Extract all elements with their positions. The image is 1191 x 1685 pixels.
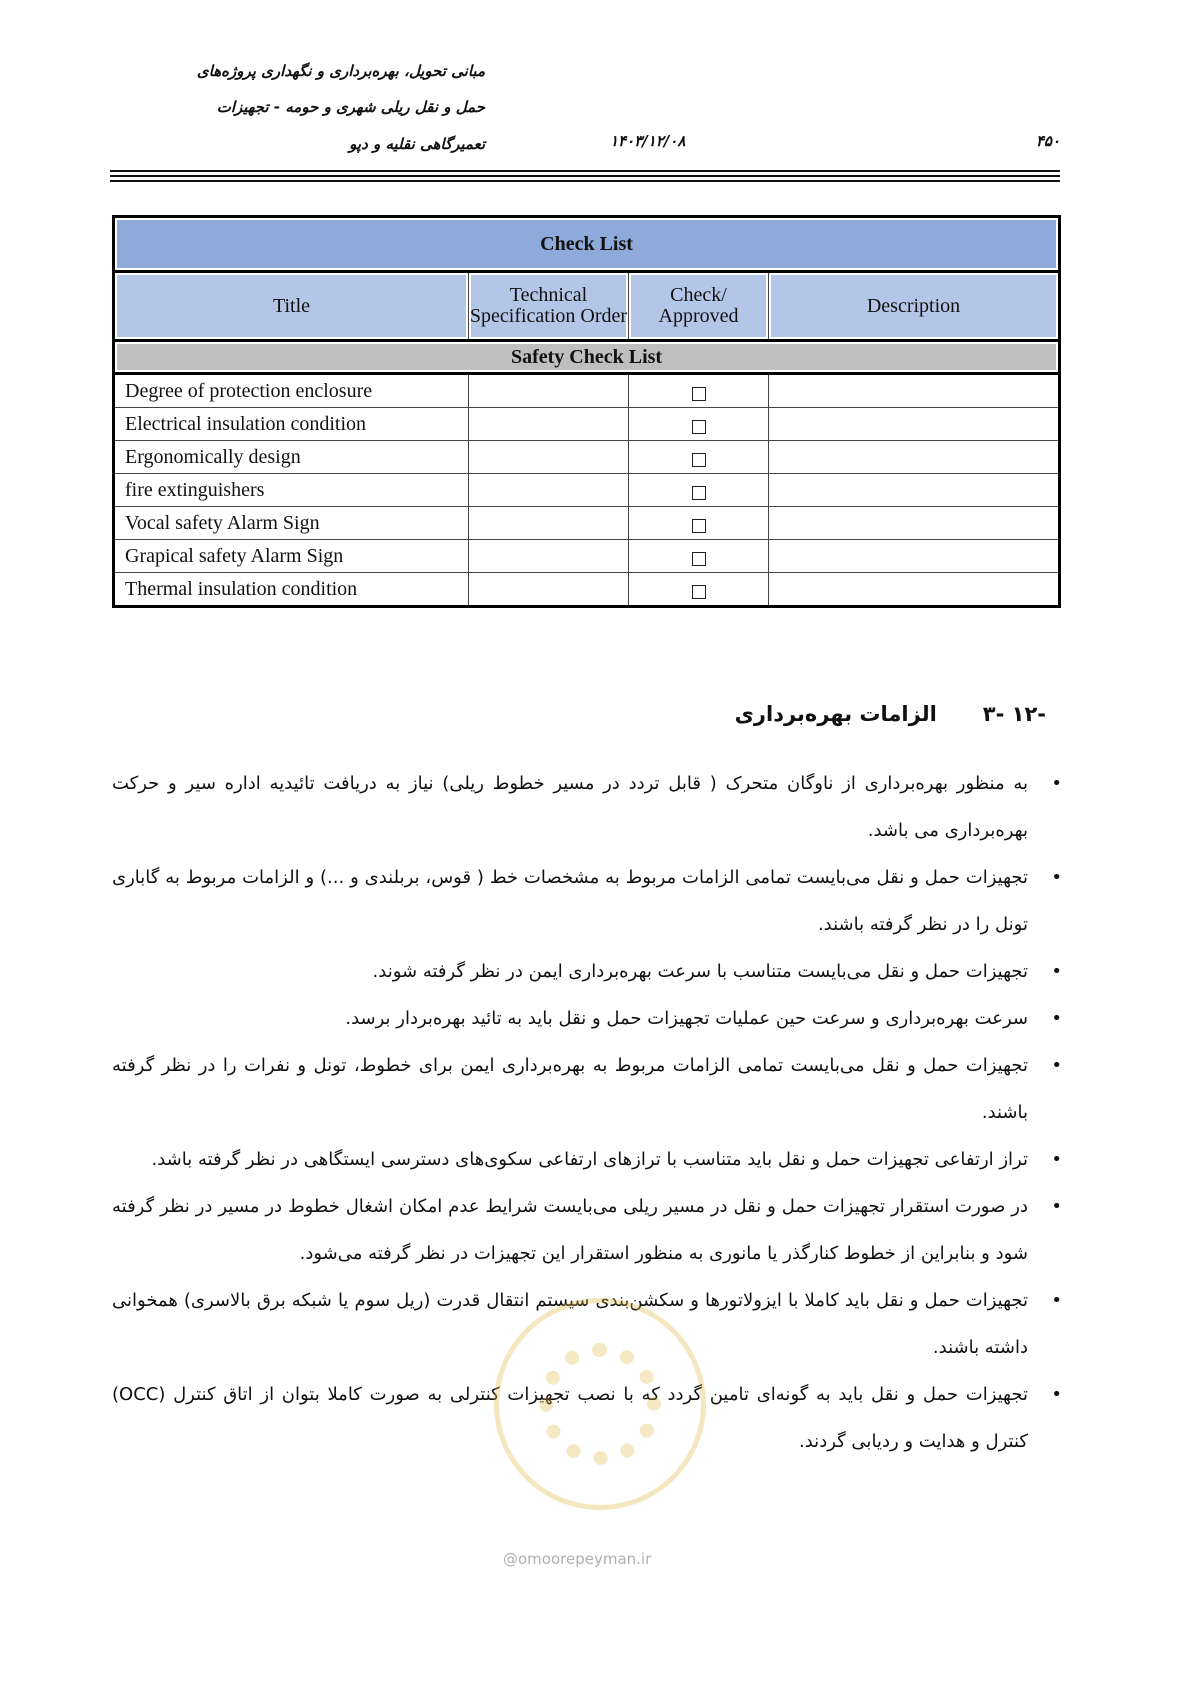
description-cell	[769, 540, 1060, 573]
item-title: Electrical insulation condition	[114, 408, 469, 441]
item-title: Ergonomically design	[114, 441, 469, 474]
list-item: • تجهیزات حمل و نقل می‌بایست تمامی الزامات مربوط به مشخصات خط ( قوس، بربلندی و ...) و الزامات مربوط به گاباری تونل را در نظر گرفته باشند.	[112, 854, 1062, 948]
watermark-site-text: @omoorepeyman.ir	[503, 1550, 652, 1568]
watermark-seal-logo	[494, 1298, 706, 1510]
checkbox[interactable]	[692, 387, 706, 401]
table-section-row	[114, 341, 1060, 374]
table-row	[114, 540, 1060, 573]
technical-specification-cell	[469, 474, 629, 507]
column-header-description: Description	[769, 272, 1060, 341]
section-title-safety-check-list: Safety Check List	[114, 341, 1060, 374]
description-cell	[769, 474, 1060, 507]
header-rule-bottom	[110, 180, 1060, 182]
table-row	[114, 374, 1060, 408]
check-cell	[629, 474, 769, 507]
check-cell	[629, 374, 769, 408]
page-number: ۴۵۰	[1035, 132, 1060, 150]
item-title: Thermal insulation condition	[114, 573, 469, 607]
item-title: Vocal safety Alarm Sign	[114, 507, 469, 540]
list-item: • در صورت استقرار تجهیزات حمل و نقل در مسیر ریلی می‌بایست شرایط عدم امکان اشغال خطوط در مسیر در نظر گرفته شود و بنابراین از خطوط کنارگذر یا مانوری به منظور استقرار این تجهیزات در نظر گرفته می‌شود.	[112, 1183, 1062, 1277]
item-title: fire extinguishers	[114, 474, 469, 507]
table-title: Check List	[114, 217, 1060, 272]
item-title: Grapical safety Alarm Sign	[114, 540, 469, 573]
checkbox[interactable]	[692, 420, 706, 434]
technical-specification-cell	[469, 374, 629, 408]
table-header-row	[114, 272, 1060, 341]
gear-icon	[539, 1343, 661, 1465]
column-header-technical-specification-order: Technical Specification Order	[469, 272, 629, 341]
table-row	[114, 573, 1060, 607]
column-header-check-approved: Check/ Approved	[629, 272, 769, 341]
document-date: ۱۴۰۳/۱۲/۰۸	[610, 132, 686, 150]
checkbox[interactable]	[692, 453, 706, 467]
technical-specification-cell	[469, 540, 629, 573]
description-cell	[769, 374, 1060, 408]
table-row	[114, 441, 1060, 474]
table-row	[114, 474, 1060, 507]
list-item: • تجهیزات حمل و نقل باید به گونه‌ای تامین گردد که با نصب تجهیزات کنترلی به صورت کاملا بتوان از اتاق کنترل (OCC) کنترل و هدایت و ردیابی گردند.	[112, 1371, 1062, 1465]
check-cell	[629, 573, 769, 607]
technical-specification-cell	[469, 507, 629, 540]
description-cell	[769, 573, 1060, 607]
document-title-line-1: مبانی تحویل، بهره‌برداری و نگهداری پروژه‌های	[196, 62, 485, 80]
item-title: Degree of protection enclosure	[114, 374, 469, 408]
section-title: الزامات بهره‌برداری	[734, 702, 937, 726]
list-item: • تجهیزات حمل و نقل می‌بایست تمامی الزامات مربوط به بهره‌برداری ایمن برای خطوط، تونل و نفرات را در نظر گرفته باشند.	[112, 1042, 1062, 1136]
check-cell	[629, 408, 769, 441]
list-item: • تجهیزات حمل و نقل باید کاملا با ایزولاتورها و سکشن‌بندی سیستم انتقال قدرت (ریل سوم یا شبکه برق بالاسری) همخوانی داشته باشند.	[112, 1277, 1062, 1371]
description-cell	[769, 507, 1060, 540]
list-item: • تراز ارتفاعی تجهیزات حمل و نقل باید متناسب با ترازهای ارتفاعی سکوی‌های دسترسی ایستگاهی در نظر گرفته باشد.	[112, 1136, 1062, 1183]
table-row	[114, 507, 1060, 540]
list-item: • تجهیزات حمل و نقل می‌بایست متناسب با سرعت بهره‌برداری ایمن در نظر گرفته شوند.	[112, 948, 1062, 995]
checkbox[interactable]	[692, 552, 706, 566]
check-cell	[629, 507, 769, 540]
technical-specification-cell	[469, 573, 629, 607]
description-cell	[769, 441, 1060, 474]
section-number: -۱۲ -۳	[982, 702, 1046, 726]
checkbox[interactable]	[692, 585, 706, 599]
technical-specification-cell	[469, 408, 629, 441]
table-title-row	[114, 217, 1060, 272]
header-rule-middle	[110, 175, 1060, 177]
column-header-title: Title	[114, 272, 469, 341]
check-cell	[629, 441, 769, 474]
header-rule-top	[110, 170, 1060, 172]
document-title-line-2: حمل و نقل ریلی شهری و حومه - تجهیزات	[216, 98, 485, 116]
checkbox[interactable]	[692, 486, 706, 500]
document-title-line-3: تعمیرگاهی نقلیه و دپو	[349, 135, 485, 153]
safety-check-list-table	[112, 215, 1061, 608]
technical-specification-cell	[469, 441, 629, 474]
section-heading	[735, 702, 1046, 726]
list-item: • سرعت بهره‌برداری و سرعت حین عملیات تجهیزات حمل و نقل باید به تائید بهره‌بردار برسد.	[112, 995, 1062, 1042]
table-row	[114, 408, 1060, 441]
description-cell	[769, 408, 1060, 441]
check-cell	[629, 540, 769, 573]
checkbox[interactable]	[692, 519, 706, 533]
page-header	[110, 60, 1060, 180]
list-item: • به منظور بهره‌برداری از ناوگان متحرک ( قابل تردد در مسیر خطوط ریلی) نیاز به دریافت تائیدیه اداره سیر و حرکت بهره‌برداری می باشد.	[112, 760, 1062, 854]
